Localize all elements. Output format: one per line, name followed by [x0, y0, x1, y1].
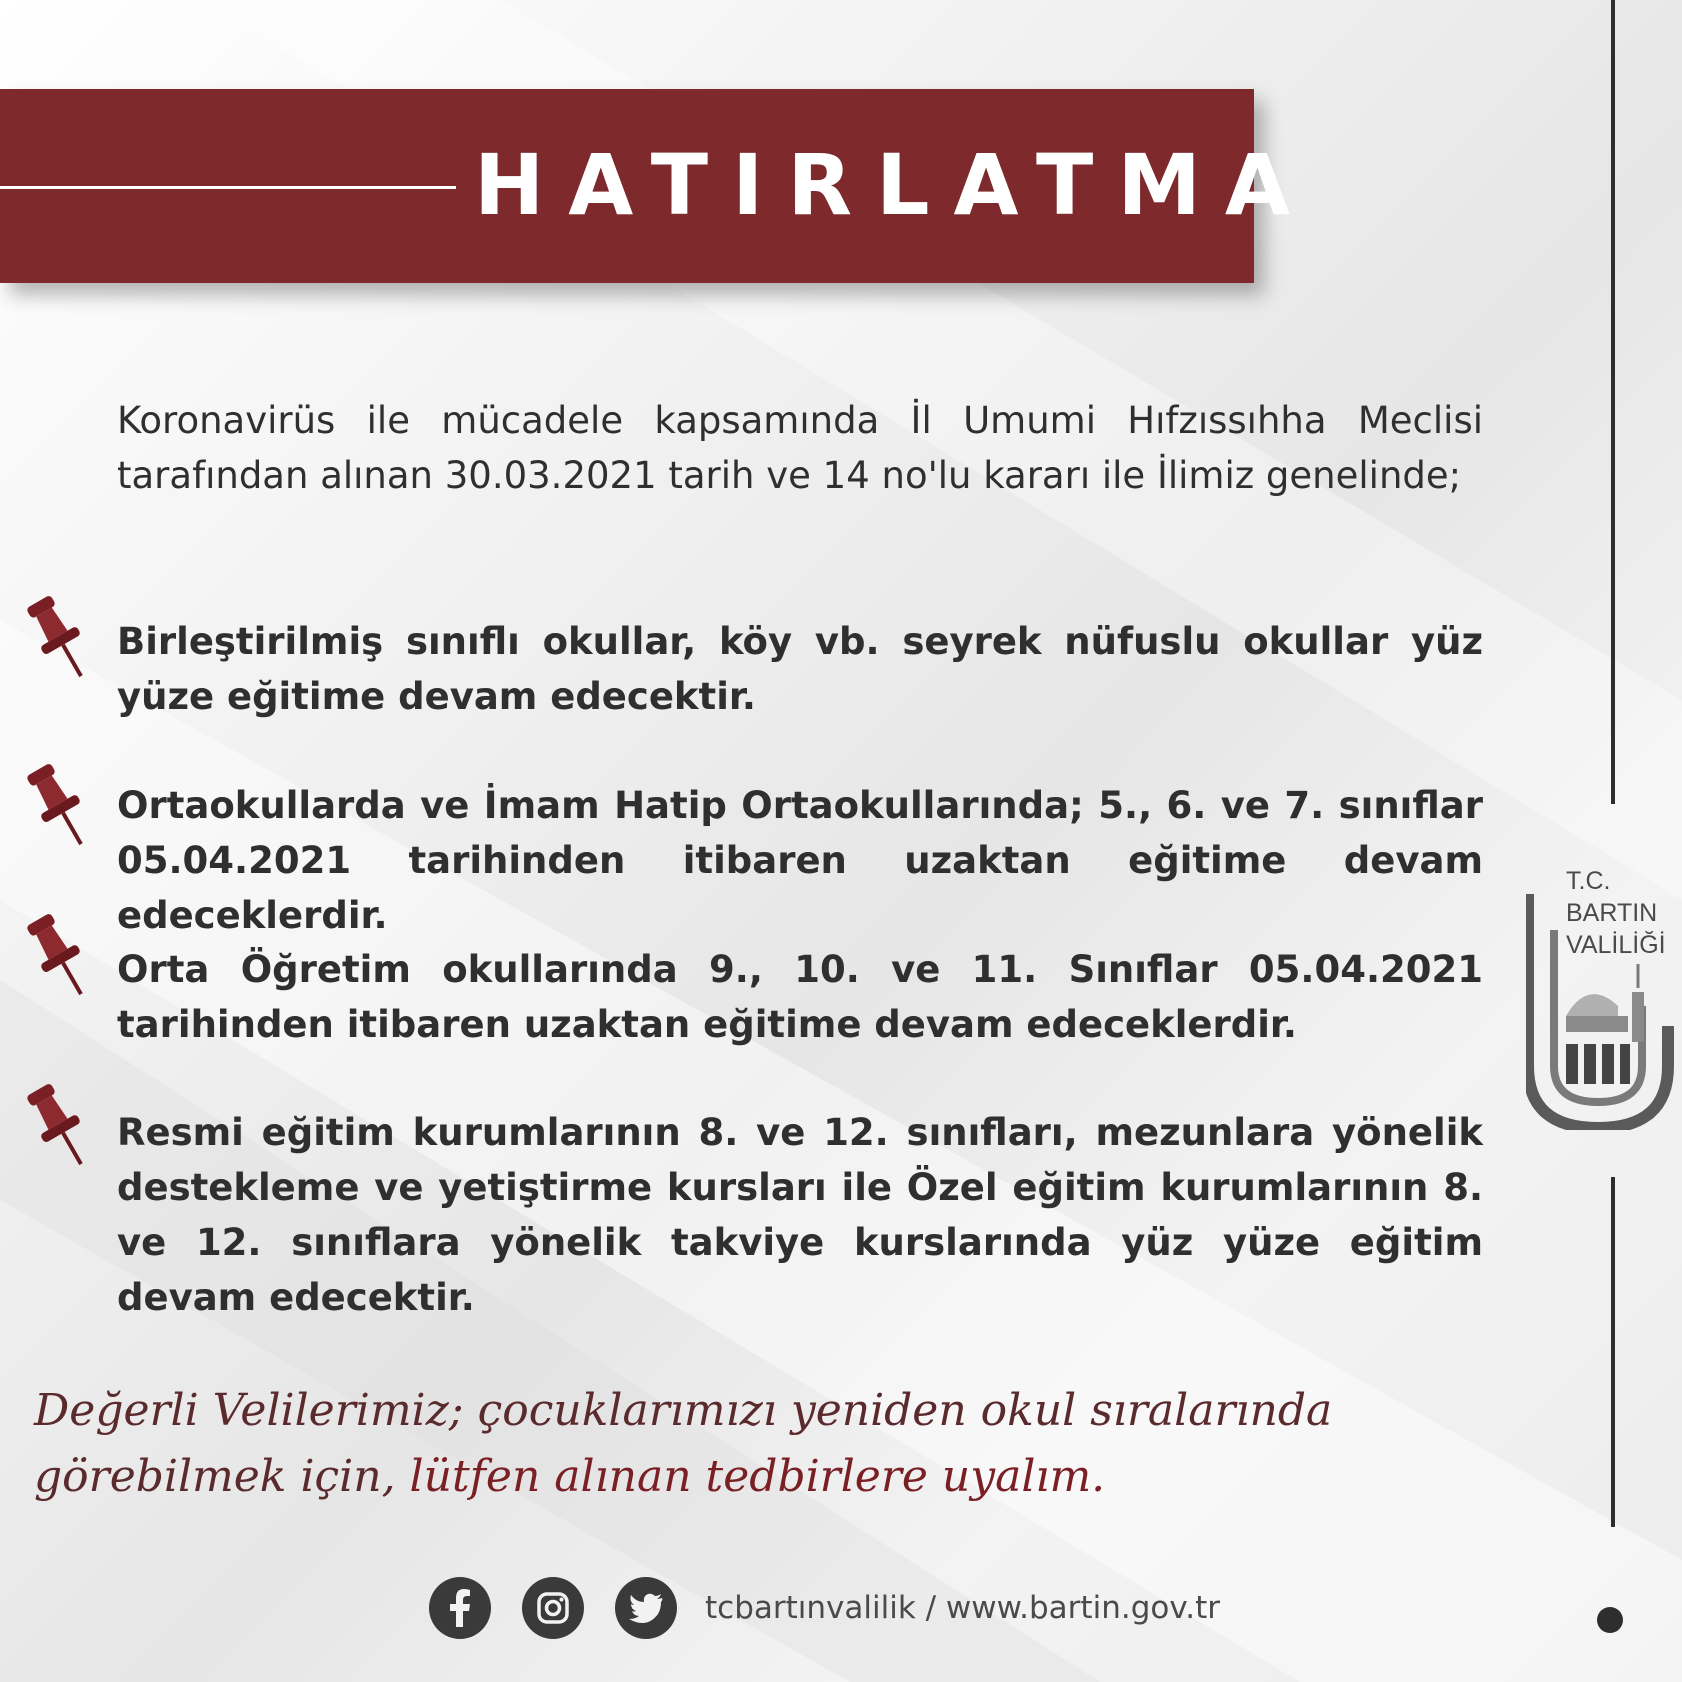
twitter-icon[interactable] — [615, 1577, 677, 1639]
footer-handle-website: tcbartınvalilik / www.bartin.gov.tr — [705, 1590, 1221, 1626]
logo-line-bartin: BARTIN — [1566, 899, 1658, 927]
right-divider-top — [1611, 0, 1615, 804]
parents-note-text: Değerli Velilerimiz; çocuklarımızı yeniden okul sıralarında görebilmek için, — [34, 1385, 1333, 1502]
intro-paragraph: Koronavirüs ile mücadele kapsamında İl Umumi Hıfzıssıhha Meclisi tarafından alınan 30.03.2021 tarih ve 14 no'lu kararı ile İlimiz genelinde; — [117, 399, 1483, 497]
banner-underline — [0, 186, 456, 189]
page-title: HATIRLATMA — [474, 136, 1314, 234]
pushpin-icon — [24, 908, 94, 1004]
bartin-valiligi-logo — [1526, 866, 1676, 1130]
right-divider-bottom — [1611, 1177, 1615, 1527]
pushpin-icon — [24, 1078, 94, 1174]
parents-note — [34, 1378, 1594, 1510]
list-item: Orta Öğretim okullarında 9., 10. ve 11. Sınıflar 05.04.2021 tarihinden itibaren uzaktan eğitime devam edeceklerdir. — [117, 948, 1483, 1046]
list-item: Ortaokullarda ve İmam Hatip Ortaokullarında; 5., 6. ve 7. sınıflar 05.04.2021 tarihinden itibaren uzaktan eğitime devam edeceklerdir. — [117, 784, 1483, 937]
facebook-icon[interactable] — [429, 1577, 491, 1639]
list-item: Resmi eğitim kurumlarının 8. ve 12. sınıfları, mezunlara yönelik destekleme ve yetiştirme kursları ile Özel eğitim kurumlarının 8. ve 12. sınıflara yönelik takviye kurslarında yüz yüze eğitim devam edecektir. — [117, 1111, 1483, 1319]
logo-line-valiligi: VALİLİĞİ — [1566, 931, 1666, 959]
pushpin-icon — [24, 758, 94, 854]
footer-dot — [1597, 1607, 1623, 1633]
instagram-icon[interactable] — [522, 1577, 584, 1639]
logo-line-tc: T.C. — [1566, 867, 1611, 895]
list-item: Birleştirilmiş sınıflı okullar, köy vb. seyrek nüfuslu okullar yüz yüze eğitime devam edecektir. — [117, 620, 1483, 718]
parents-note-emphasis: lütfen alınan tedbirlere uyalım. — [409, 1451, 1106, 1502]
pushpin-icon — [24, 590, 94, 686]
